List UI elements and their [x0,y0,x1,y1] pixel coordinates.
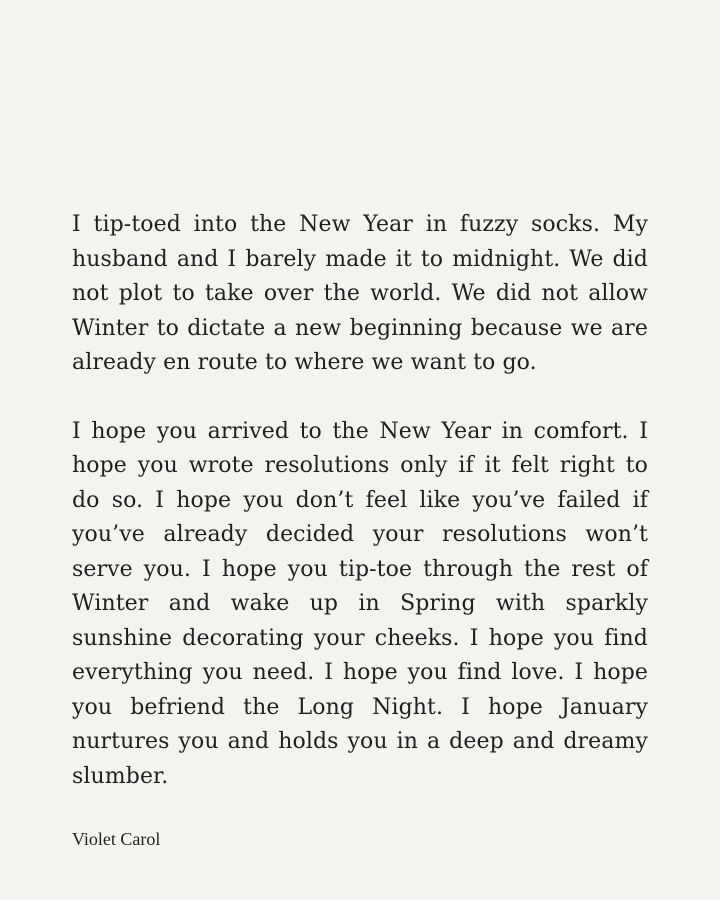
poem-paragraph-2: I hope you arrived to the New Year in comfort. I hope you wrote resolutions only if it felt right to do so. I hope you don’t feel like you’ve failed if you’ve already decided your resolutions won’t serve you. I hope you tip-toe through the rest of Winter and wake up in Spring with sparkly sunshine decorating your cheeks. I hope you find everything you need. I hope you find love. I hope you befriend the Long Night. I hope January nurtures you and holds you in a deep and dreamy slumber. [72,418,648,789]
poem-body [72,208,648,794]
author-signature: Violet Carol [72,829,161,849]
poem-paragraph-1: I tip-toed into the New Year in fuzzy socks. My husband and I barely made it to midnight. We did not plot to take over the world. We did not allow Winter to dictate a new beginning because we are already en route to where we want to go. [72,212,648,375]
